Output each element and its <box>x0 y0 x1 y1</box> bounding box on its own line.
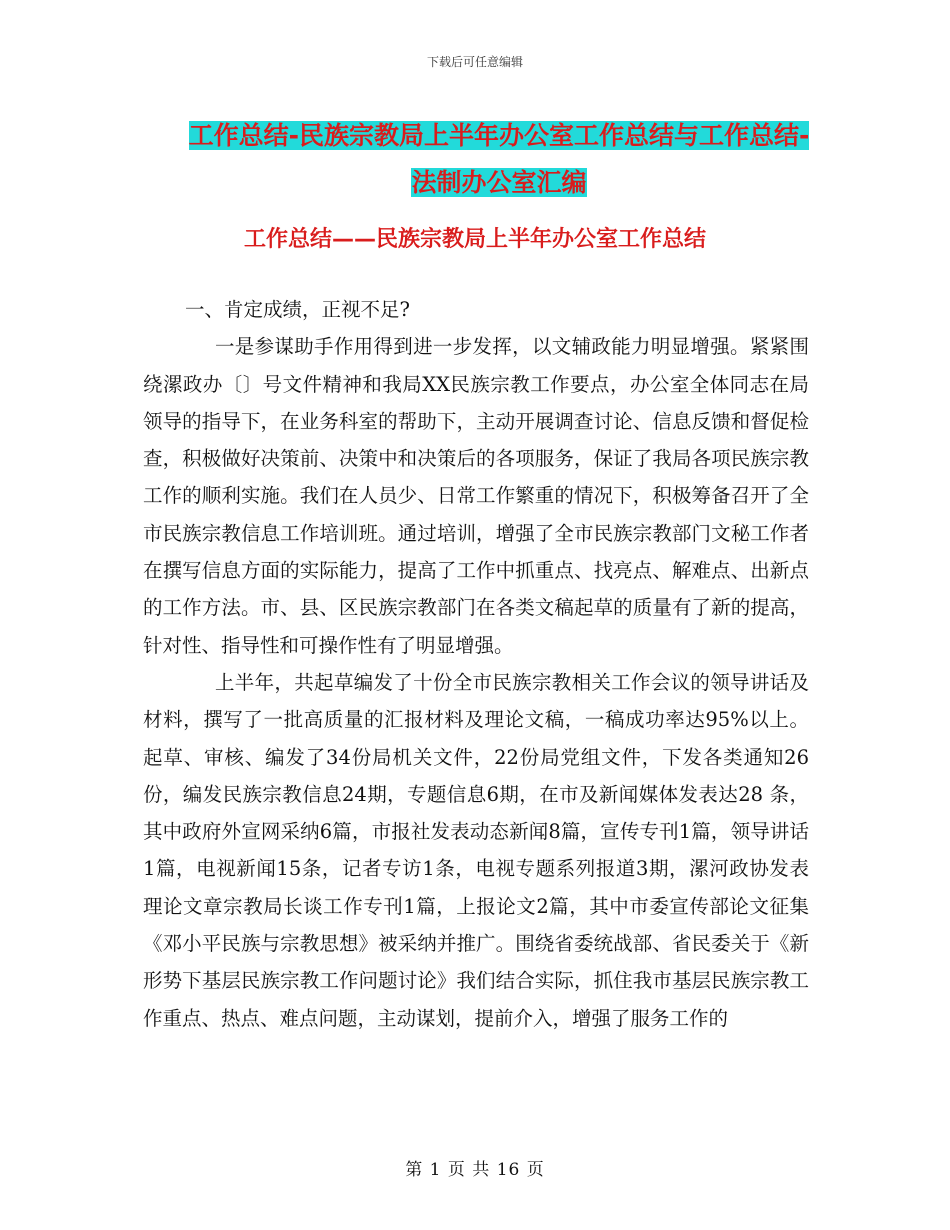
section-title: 工作总结——民族宗教局上半年办公室工作总结 <box>243 227 706 252</box>
page-number-footer: 第 1 页 共 16 页 <box>405 1160 545 1180</box>
main-title-text: 工作总结-民族宗教局上半年办公室工作总结与工作总结-法制办公室汇编 <box>188 121 810 197</box>
section-heading: 一、肯定成绩，正视不足? <box>185 298 410 321</box>
body-paragraph-2: 上半年，共起草编发了十份全市民族宗教相关工作会议的领导讲话及材料，撰写了一批高质量的汇报材料及理论文稿，一稿成功率达95%以上。起草、审核、编发了34份局机关文件，22份局党组文件，下发各类通知26份，编发民族宗教信息24期，专题信息6期，在市及新闻媒体发表达28 条，其中政府外宣网采纳6篇，市报社发表动态新闻8篇，宣传专刊1篇，领导讲话1篇，电视新闻15条，记者专访1条，电视专题系列报道3期，漯河政协发表理论文章宗教局长谈工作专刊1篇，上报论文2篇，其中市委宣传部论文征集《邓小平民族与宗教思想》被采纳并推广。围绕省委统战部、省民委关于《新形势下基层民族宗教工作问题讨论》我们结合实际，抓住我市基层民族宗教工作重点、热点、难点问题，主动谋划，提前介入，增强了服务工作的 <box>143 670 809 1030</box>
body-paragraph-1: 一是参谋助手作用得到进一步发挥，以文辅政能力明显增强。紧紧围绕漯政办〔〕号文件精神和我局XX民族宗教工作要点，办公室全体同志在局领导的指导下，在业务科室的帮助下，主动开展调查讨论、信息反馈和督促检查，积极做好决策前、决策中和决策后的各项服务，保证了我局各项民族宗教工作的顺利实施。我们在人员少、日常工作繁重的情况下，积极筹备召开了全市民族宗教信息工作培训班。通过培训，增强了全市民族宗教部门文秘工作者在撰写信息方面的实际能力，提高了工作中抓重点、找亮点、解难点、出新点的工作方法。市、县、区民族宗教部门在各类文稿起草的质量有了新的提高，针对性、指导性和可操作性有了明显增强。 <box>143 335 809 657</box>
document-body <box>143 291 809 1037</box>
document-main-title <box>184 112 814 206</box>
page-header-note: 下载后可任意编辑 <box>426 55 523 69</box>
